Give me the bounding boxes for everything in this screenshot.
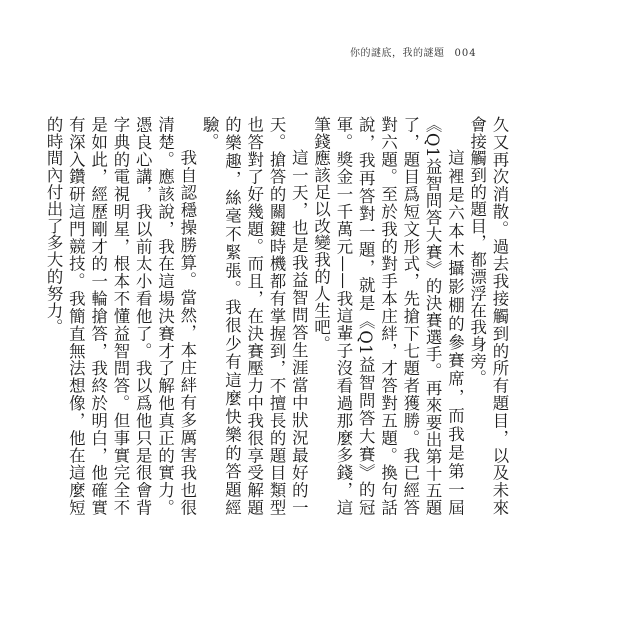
chapter-title: 你的謎底，我的謎題 xyxy=(350,48,445,59)
page-number: 004 xyxy=(454,48,477,59)
running-head xyxy=(350,44,518,59)
paragraph-4: 我自認穩操勝算。當然，本庄絆有多厲害我也很清楚。應該說，我在這場決賽才了解他真正的實力。憑良心講，我以前太小看他了。我以爲他只是很會背字典的電視明星，根本不懂益智問答。但事實完全不是如此，經歷剛才的一輪搶答，我終於明白，他確實有深入鑽研這門競技。我簡直無法想像，他在這麼短的時間內付出了多大的努力。 xyxy=(44,116,197,516)
paragraph-2: 這裡是六本木攝影棚的參賽席，而我是第一屆《Q1益智問答大賽》的決賽選手。再來要出第十五題了，題目爲短文形式，先搶下七題者獲勝。我已經答對六題。至於我的對手本庄絆，才答對五題。換句話說，我再答對一題，就是《Q1益智問答大賽》的冠軍。獎金一千萬元——我這輩子沒看過那麼多錢，這筆錢應該足以改變我的人生吧。 xyxy=(311,116,465,516)
paragraph-1: 久又再次消散。過去我接觸到的所有題目，以及未來會接觸到的題目，都漂浮在我身旁。 xyxy=(467,116,509,516)
paragraph-3: 這一天，也是我益智問答生涯當中狀況最好的一天。搶答的關鍵時機都有掌握到，不擅長的題目類型也答對了好幾題。而且，在決賽壓力中我很享受解題的樂趣，絲毫不緊張。我很少有這麼快樂的答題經驗。 xyxy=(200,116,309,516)
body-text xyxy=(44,116,510,516)
